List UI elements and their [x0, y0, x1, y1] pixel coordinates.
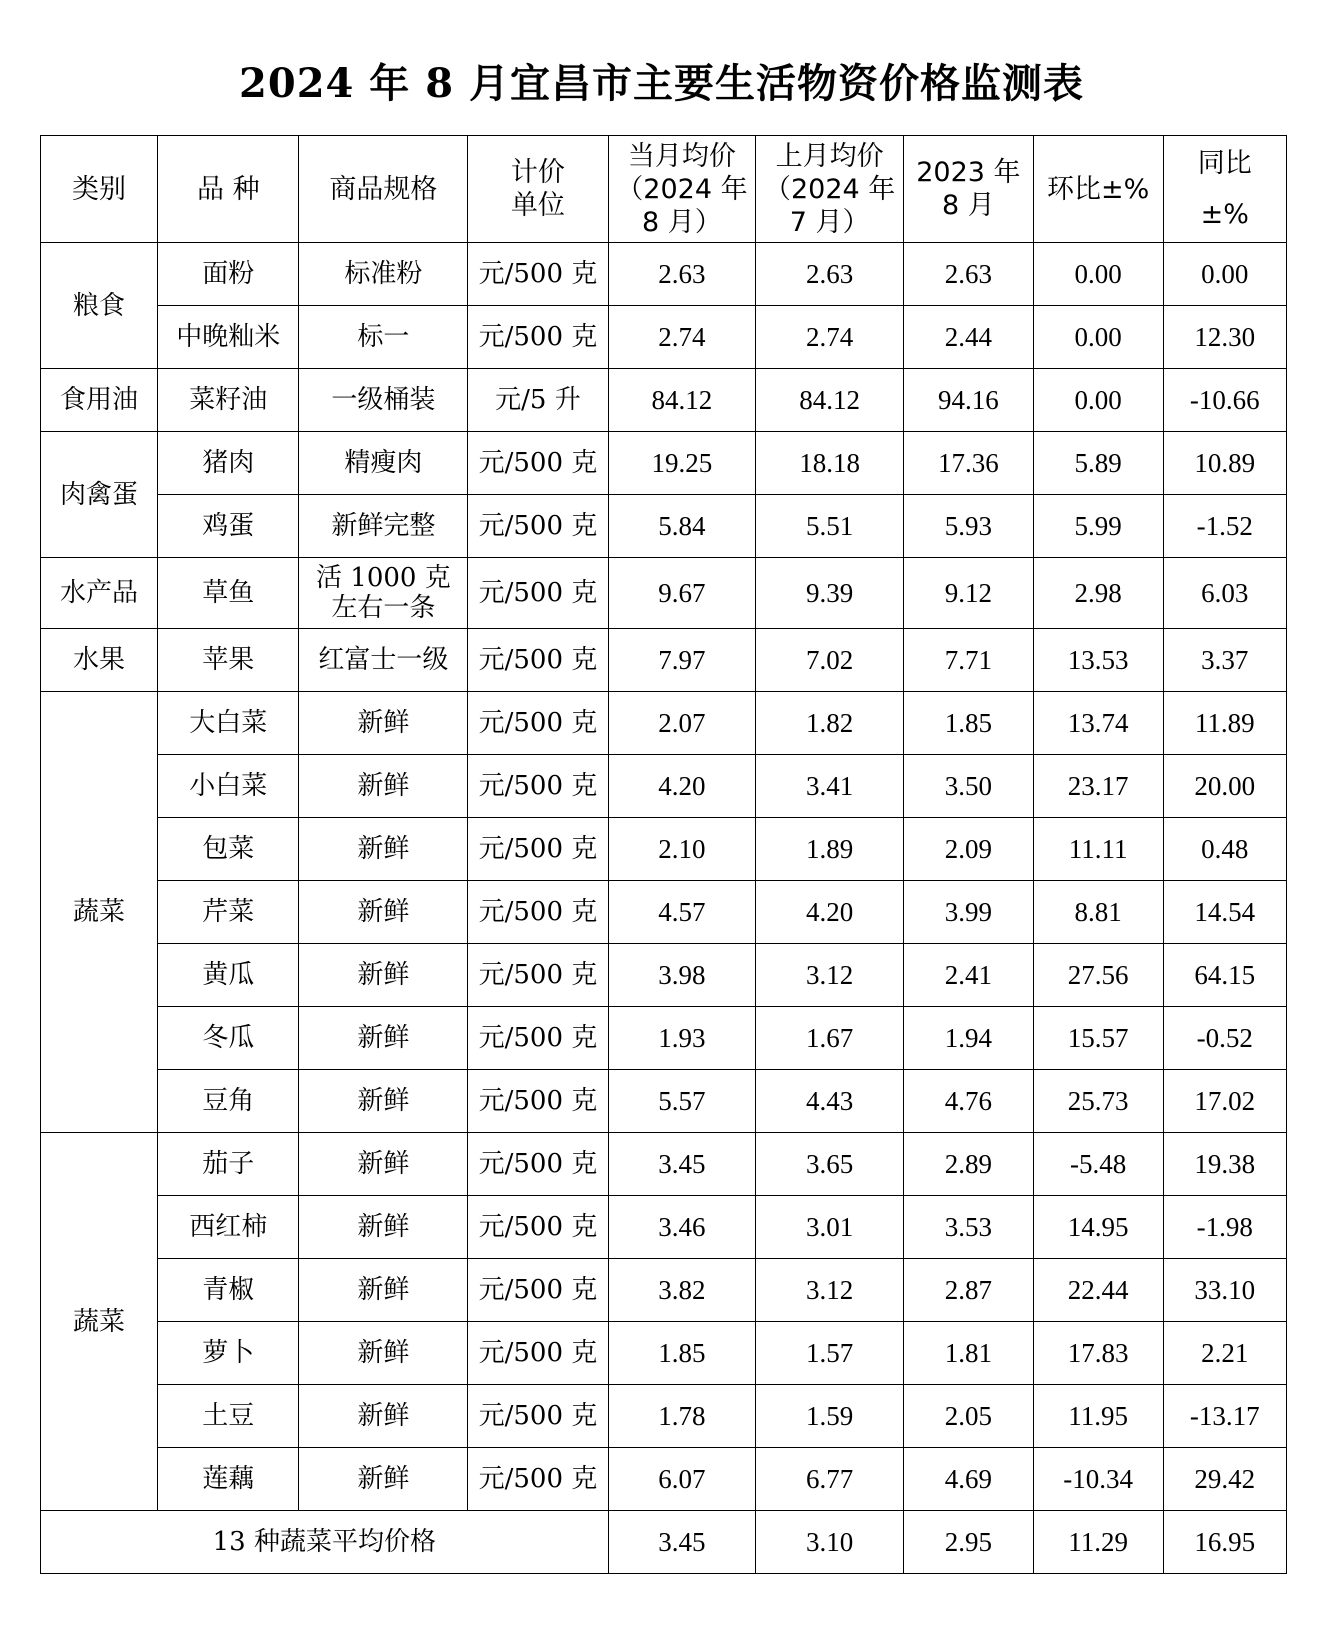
spec-cell: 标准粉 [299, 243, 468, 306]
spec-cell: 新鲜 [299, 944, 468, 1007]
mom-cell: 11.95 [1033, 1385, 1163, 1448]
table-row [41, 558, 1287, 629]
header-current-line2: （2024 年 [616, 173, 748, 205]
last-year-price-cell: 2.09 [903, 818, 1033, 881]
table-row [41, 1196, 1287, 1259]
spec-cell: 新鲜 [299, 1448, 468, 1511]
current-price-cell: 3.45 [608, 1133, 756, 1196]
item-cell: 茄子 [158, 1133, 299, 1196]
last-year-price-cell: 2.44 [903, 306, 1033, 369]
item-cell: 芹菜 [158, 881, 299, 944]
mom-cell: 13.74 [1033, 692, 1163, 755]
spec-cell: 新鲜完整 [299, 495, 468, 558]
header-current-line1: 当月均价 [627, 140, 736, 172]
item-cell: 草鱼 [158, 558, 299, 629]
table-row [41, 1070, 1287, 1133]
yoy-cell: 14.54 [1163, 881, 1286, 944]
previous-price-cell: 1.67 [756, 1007, 904, 1070]
mom-cell: 11.11 [1033, 818, 1163, 881]
item-cell: 冬瓜 [158, 1007, 299, 1070]
spec-cell: 新鲜 [299, 881, 468, 944]
last-year-price-cell: 2.05 [903, 1385, 1033, 1448]
table-row [41, 432, 1287, 495]
item-cell: 中晚籼米 [158, 306, 299, 369]
current-price-cell: 4.57 [608, 881, 756, 944]
unit-cell: 元/500 克 [468, 755, 608, 818]
last-year-price-cell: 1.85 [903, 692, 1033, 755]
spec-cell: 一级桶装 [299, 369, 468, 432]
mom-cell: 5.99 [1033, 495, 1163, 558]
previous-price-cell: 3.65 [756, 1133, 904, 1196]
item-cell: 豆角 [158, 1070, 299, 1133]
current-price-cell: 3.98 [608, 944, 756, 1007]
table-row [41, 692, 1287, 755]
last-year-price-cell: 5.93 [903, 495, 1033, 558]
current-price-cell: 5.84 [608, 495, 756, 558]
spec-cell: 新鲜 [299, 1259, 468, 1322]
spec-cell: 新鲜 [299, 818, 468, 881]
spec-cell: 精瘦肉 [299, 432, 468, 495]
last-year-price-cell: 3.50 [903, 755, 1033, 818]
item-cell: 包菜 [158, 818, 299, 881]
unit-cell: 元/500 克 [468, 1070, 608, 1133]
header-yoy [1163, 136, 1286, 243]
item-cell: 面粉 [158, 243, 299, 306]
spec-cell: 新鲜 [299, 1196, 468, 1259]
yoy-cell: 11.89 [1163, 692, 1286, 755]
spec-cell: 新鲜 [299, 1070, 468, 1133]
previous-price-cell: 84.12 [756, 369, 904, 432]
spec-cell: 新鲜 [299, 1007, 468, 1070]
header-unit-line1: 计价 [510, 157, 565, 188]
item-cell: 西红柿 [158, 1196, 299, 1259]
mom-cell: 2.98 [1033, 558, 1163, 629]
current-price-cell: 3.82 [608, 1259, 756, 1322]
current-price-cell: 2.74 [608, 306, 756, 369]
unit-cell: 元/500 克 [468, 243, 608, 306]
item-cell: 萝卜 [158, 1322, 299, 1385]
spec-cell: 新鲜 [299, 1385, 468, 1448]
table-row [41, 881, 1287, 944]
yoy-cell: 29.42 [1163, 1448, 1286, 1511]
item-cell: 小白菜 [158, 755, 299, 818]
header-yoy-line2: ±% [1200, 199, 1249, 230]
yoy-cell: 2.21 [1163, 1322, 1286, 1385]
yoy-cell: -13.17 [1163, 1385, 1286, 1448]
mom-cell: 0.00 [1033, 243, 1163, 306]
current-price-cell: 6.07 [608, 1448, 756, 1511]
item-cell: 莲藕 [158, 1448, 299, 1511]
last-year-price-cell: 7.71 [903, 629, 1033, 692]
previous-price-cell: 1.57 [756, 1322, 904, 1385]
unit-cell: 元/500 克 [468, 495, 608, 558]
summary-mom-cell: 11.29 [1033, 1511, 1163, 1574]
item-cell: 黄瓜 [158, 944, 299, 1007]
item-cell: 鸡蛋 [158, 495, 299, 558]
mom-cell: 27.56 [1033, 944, 1163, 1007]
header-last-year-line1: 2023 年 [916, 157, 1021, 188]
spec-cell: 标一 [299, 306, 468, 369]
table-header-row [41, 136, 1287, 243]
current-price-cell: 19.25 [608, 432, 756, 495]
category-cell: 肉禽蛋 [41, 432, 158, 558]
last-year-price-cell: 3.53 [903, 1196, 1033, 1259]
table-row [41, 369, 1287, 432]
previous-price-cell: 2.74 [756, 306, 904, 369]
item-cell: 菜籽油 [158, 369, 299, 432]
unit-cell: 元/500 克 [468, 1133, 608, 1196]
table-row [41, 944, 1287, 1007]
document-title: 2024 年 8 月宜昌市主要生活物资价格监测表 [239, 60, 1084, 107]
category-cell: 水产品 [41, 558, 158, 629]
item-cell: 猪肉 [158, 432, 299, 495]
yoy-cell: 33.10 [1163, 1259, 1286, 1322]
category-cell: 蔬菜 [41, 692, 158, 1133]
unit-cell: 元/500 克 [468, 558, 608, 629]
current-price-cell: 7.97 [608, 629, 756, 692]
header-last-year [903, 136, 1033, 243]
previous-price-cell: 3.12 [756, 944, 904, 1007]
unit-cell: 元/500 克 [468, 1007, 608, 1070]
last-year-price-cell: 94.16 [903, 369, 1033, 432]
category-cell: 粮食 [41, 243, 158, 369]
spec-cell: 红富士一级 [299, 629, 468, 692]
yoy-cell: 6.03 [1163, 558, 1286, 629]
header-current-avg [608, 136, 756, 243]
current-price-cell: 84.12 [608, 369, 756, 432]
table-row [41, 1448, 1287, 1511]
spec-cell: 新鲜 [299, 1322, 468, 1385]
mom-cell: 8.81 [1033, 881, 1163, 944]
table-row [41, 495, 1287, 558]
spec-cell: 新鲜 [299, 755, 468, 818]
mom-cell: 25.73 [1033, 1070, 1163, 1133]
previous-price-cell: 1.82 [756, 692, 904, 755]
category-cell: 水果 [41, 629, 158, 692]
mom-cell: 0.00 [1033, 369, 1163, 432]
yoy-cell: 10.89 [1163, 432, 1286, 495]
table-row [41, 1007, 1287, 1070]
mom-cell: 0.00 [1033, 306, 1163, 369]
spec-cell [299, 558, 468, 629]
header-yoy-line1: 同比 [1197, 148, 1252, 179]
item-cell: 土豆 [158, 1385, 299, 1448]
current-price-cell: 2.63 [608, 243, 756, 306]
item-cell: 苹果 [158, 629, 299, 692]
unit-cell: 元/500 克 [468, 1322, 608, 1385]
last-year-price-cell: 1.94 [903, 1007, 1033, 1070]
item-cell: 青椒 [158, 1259, 299, 1322]
header-category: 类别 [41, 136, 158, 243]
previous-price-cell: 1.89 [756, 818, 904, 881]
header-previous-line2: （2024 年 [763, 173, 896, 205]
last-year-price-cell: 1.81 [903, 1322, 1033, 1385]
current-price-cell: 4.20 [608, 755, 756, 818]
yoy-cell: 20.00 [1163, 755, 1286, 818]
previous-price-cell: 1.59 [756, 1385, 904, 1448]
spec-line2: 左右一条 [331, 593, 436, 623]
previous-price-cell: 4.20 [756, 881, 904, 944]
table-row [41, 755, 1287, 818]
previous-price-cell: 2.63 [756, 243, 904, 306]
previous-price-cell: 3.01 [756, 1196, 904, 1259]
current-price-cell: 2.10 [608, 818, 756, 881]
summary-row [41, 1511, 1287, 1574]
current-price-cell: 9.67 [608, 558, 756, 629]
unit-cell: 元/500 克 [468, 629, 608, 692]
yoy-cell: 3.37 [1163, 629, 1286, 692]
yoy-cell: -0.52 [1163, 1007, 1286, 1070]
last-year-price-cell: 2.63 [903, 243, 1033, 306]
summary-yoy-cell: 16.95 [1163, 1511, 1286, 1574]
unit-cell: 元/500 克 [468, 432, 608, 495]
summary-last-year-cell: 2.95 [903, 1511, 1033, 1574]
last-year-price-cell: 17.36 [903, 432, 1033, 495]
summary-label-cell: 13 种蔬菜平均价格 [41, 1511, 609, 1574]
previous-price-cell: 7.02 [756, 629, 904, 692]
current-price-cell: 1.85 [608, 1322, 756, 1385]
header-unit [468, 136, 608, 243]
header-previous-line1: 上月均价 [775, 140, 884, 172]
item-cell: 大白菜 [158, 692, 299, 755]
table-row [41, 306, 1287, 369]
previous-price-cell: 9.39 [756, 558, 904, 629]
header-yoy-spacer [1166, 180, 1284, 198]
table-row [41, 1322, 1287, 1385]
category-cell: 蔬菜 [41, 1133, 158, 1511]
header-mom: 环比±% [1033, 136, 1163, 243]
last-year-price-cell: 3.99 [903, 881, 1033, 944]
previous-price-cell: 6.77 [756, 1448, 904, 1511]
mom-cell: -10.34 [1033, 1448, 1163, 1511]
mom-cell: 5.89 [1033, 432, 1163, 495]
spec-cell: 新鲜 [299, 692, 468, 755]
previous-price-cell: 5.51 [756, 495, 904, 558]
previous-price-cell: 3.12 [756, 1259, 904, 1322]
category-cell: 食用油 [41, 369, 158, 432]
header-previous-avg [756, 136, 904, 243]
spec-line1: 活 1000 克 [316, 563, 451, 593]
unit-cell: 元/500 克 [468, 881, 608, 944]
table-row [41, 818, 1287, 881]
previous-price-cell: 4.43 [756, 1070, 904, 1133]
current-price-cell: 5.57 [608, 1070, 756, 1133]
header-previous-line3: 7 月） [789, 206, 870, 238]
mom-cell: 13.53 [1033, 629, 1163, 692]
yoy-cell: 0.48 [1163, 818, 1286, 881]
yoy-cell: 64.15 [1163, 944, 1286, 1007]
mom-cell: 22.44 [1033, 1259, 1163, 1322]
unit-cell: 元/500 克 [468, 944, 608, 1007]
unit-cell: 元/500 克 [468, 818, 608, 881]
mom-cell: 23.17 [1033, 755, 1163, 818]
mom-cell: -5.48 [1033, 1133, 1163, 1196]
unit-cell: 元/500 克 [468, 1448, 608, 1511]
yoy-cell: 19.38 [1163, 1133, 1286, 1196]
unit-cell: 元/500 克 [468, 1385, 608, 1448]
mom-cell: 17.83 [1033, 1322, 1163, 1385]
previous-price-cell: 3.41 [756, 755, 904, 818]
header-item: 品 种 [158, 136, 299, 243]
current-price-cell: 1.93 [608, 1007, 756, 1070]
price-monitoring-table [40, 135, 1287, 1574]
table-row [41, 1133, 1287, 1196]
current-price-cell: 3.46 [608, 1196, 756, 1259]
last-year-price-cell: 2.87 [903, 1259, 1033, 1322]
table-row [41, 243, 1287, 306]
unit-cell: 元/500 克 [468, 692, 608, 755]
unit-cell: 元/500 克 [468, 306, 608, 369]
yoy-cell: -1.52 [1163, 495, 1286, 558]
yoy-cell: 17.02 [1163, 1070, 1286, 1133]
header-spec: 商品规格 [299, 136, 468, 243]
summary-current-cell: 3.45 [608, 1511, 756, 1574]
header-last-year-line2: 8 月 [941, 190, 995, 221]
spec-cell: 新鲜 [299, 1133, 468, 1196]
unit-cell: 元/500 克 [468, 1259, 608, 1322]
summary-previous-cell: 3.10 [756, 1511, 904, 1574]
current-price-cell: 2.07 [608, 692, 756, 755]
header-unit-line2: 单位 [510, 190, 565, 221]
unit-cell: 元/5 升 [468, 369, 608, 432]
yoy-cell: 12.30 [1163, 306, 1286, 369]
last-year-price-cell: 2.89 [903, 1133, 1033, 1196]
last-year-price-cell: 9.12 [903, 558, 1033, 629]
table-row [41, 1259, 1287, 1322]
yoy-cell: -10.66 [1163, 369, 1286, 432]
yoy-cell: 0.00 [1163, 243, 1286, 306]
current-price-cell: 1.78 [608, 1385, 756, 1448]
yoy-cell: -1.98 [1163, 1196, 1286, 1259]
mom-cell: 15.57 [1033, 1007, 1163, 1070]
mom-cell: 14.95 [1033, 1196, 1163, 1259]
header-current-line3: 8 月） [642, 206, 722, 238]
last-year-price-cell: 4.76 [903, 1070, 1033, 1133]
previous-price-cell: 18.18 [756, 432, 904, 495]
table-row [41, 629, 1287, 692]
last-year-price-cell: 4.69 [903, 1448, 1033, 1511]
unit-cell: 元/500 克 [468, 1196, 608, 1259]
table-row [41, 1385, 1287, 1448]
last-year-price-cell: 2.41 [903, 944, 1033, 1007]
